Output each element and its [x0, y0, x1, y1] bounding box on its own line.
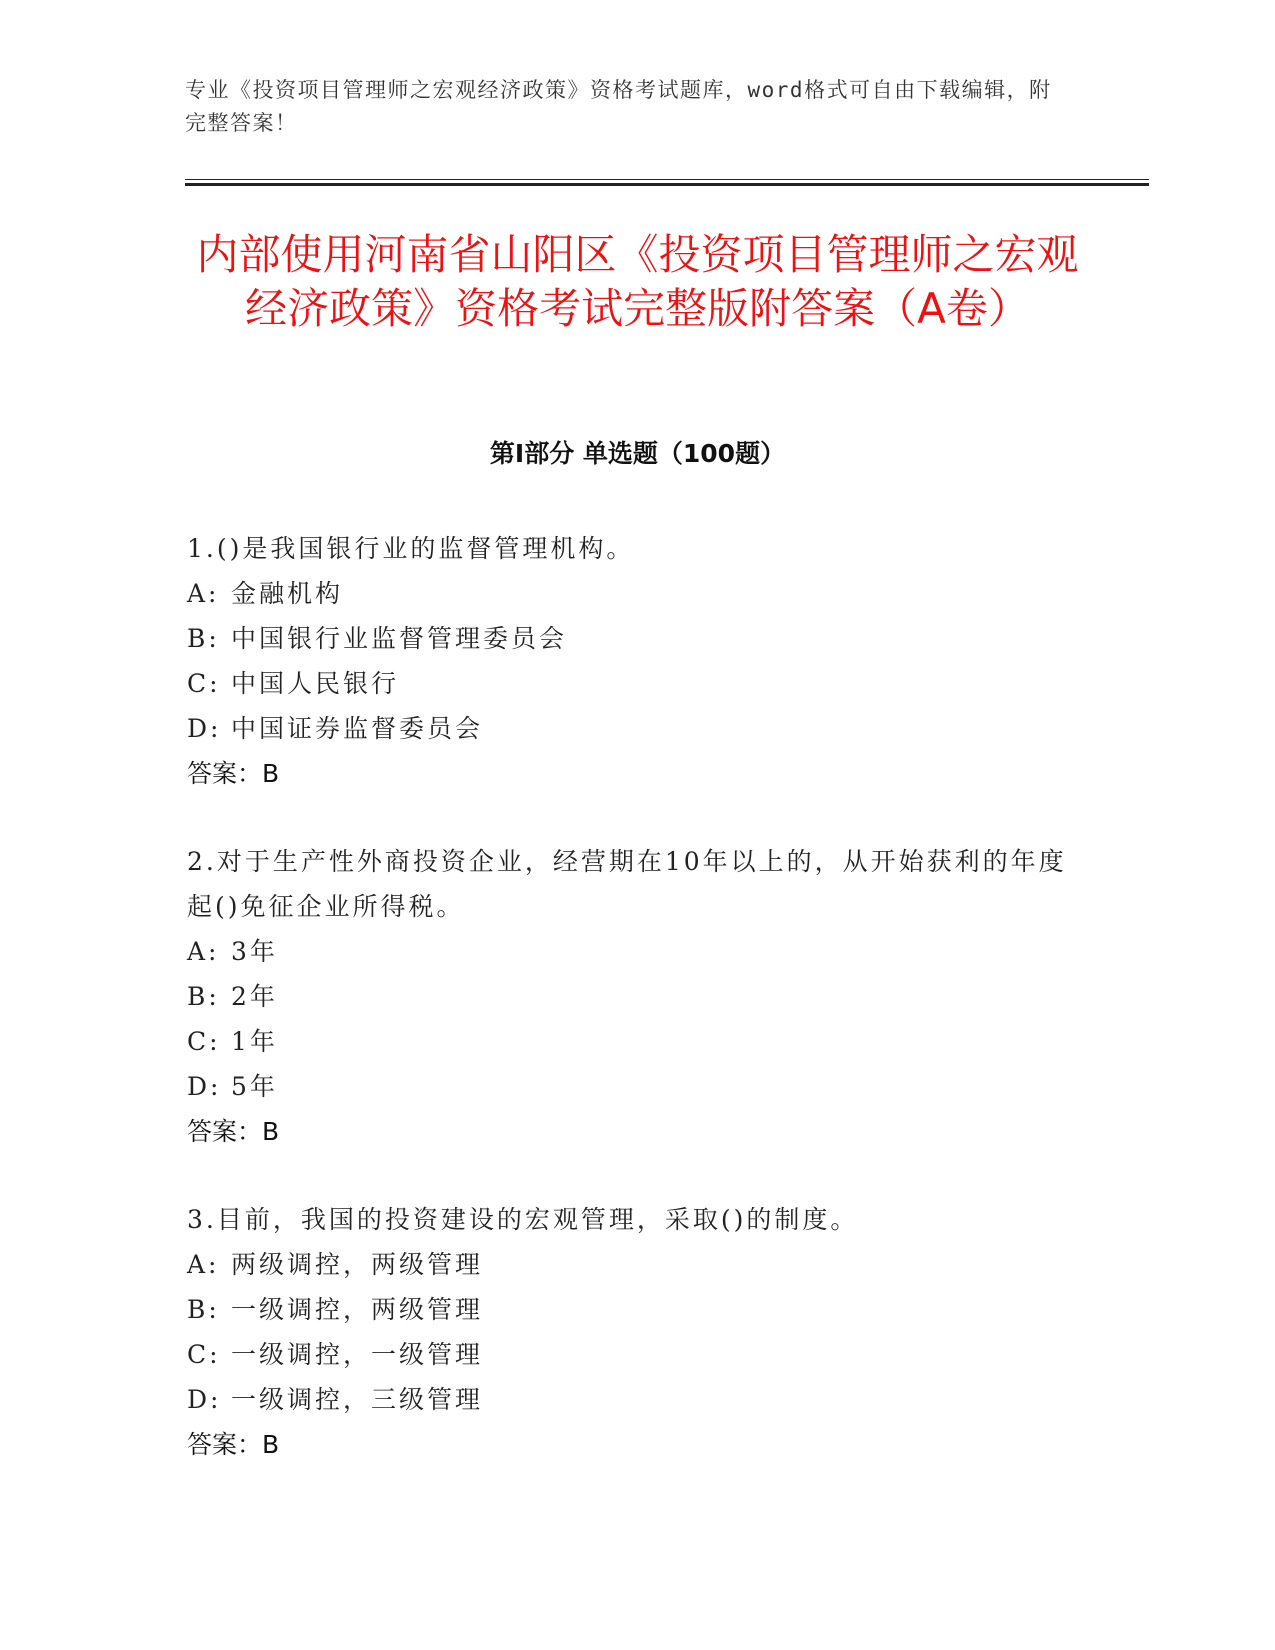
document-title: 内部使用河南省山阳区《投资项目管理师之宏观经济政策》资格考试完整版附答案（A卷） — [196, 230, 1079, 333]
option-a — [187, 571, 1087, 616]
question-stem: 2.对于生产性外商投资企业，经营期在10年以上的，从开始获利的年度起()免征企业所得税。 — [187, 847, 1067, 921]
option-text: 1年 — [231, 1027, 278, 1056]
option-b — [187, 1287, 1087, 1332]
header-divider-thick — [185, 183, 1149, 186]
option-c — [187, 1332, 1087, 1377]
option-text: 5年 — [231, 1072, 278, 1101]
option-a — [187, 1242, 1087, 1287]
question-stem: 1.()是我国银行业的监督管理机构。 — [187, 534, 635, 563]
option-letter: A: — [187, 1250, 220, 1279]
option-letter: D: — [187, 1072, 222, 1101]
option-letter: B: — [187, 982, 220, 1011]
option-c — [187, 661, 1087, 706]
answer-line: 答案：B — [187, 1430, 280, 1459]
question-3 — [187, 1197, 1087, 1467]
option-b — [187, 974, 1087, 1019]
option-text: 一级调控，两级管理 — [231, 1295, 484, 1324]
option-d — [187, 1064, 1087, 1109]
option-text: 中国证券监督委员会 — [231, 714, 484, 743]
question-stem: 3.目前，我国的投资建设的宏观管理，采取()的制度。 — [187, 1205, 859, 1234]
option-letter: B: — [187, 1295, 220, 1324]
option-b — [187, 616, 1087, 661]
section-title: 第Ⅰ部分 单选题（100题） — [489, 439, 786, 468]
header-note: 专业《投资项目管理师之宏观经济政策》资格考试题库，word格式可自由下载编辑，附完整答案！ — [185, 78, 1052, 135]
option-text: 中国银行业监督管理委员会 — [231, 624, 568, 653]
option-a — [187, 929, 1087, 974]
option-letter: D: — [187, 714, 222, 743]
question-1 — [187, 526, 1087, 796]
option-letter: C: — [187, 669, 221, 698]
answer-line: 答案：B — [187, 1117, 280, 1146]
option-text: 2年 — [231, 982, 278, 1011]
option-text: 两级调控，两级管理 — [231, 1250, 484, 1279]
question-2 — [187, 839, 1087, 1154]
option-letter: D: — [187, 1385, 222, 1414]
option-d — [187, 706, 1087, 751]
answer-line: 答案：B — [187, 759, 280, 788]
option-letter: C: — [187, 1340, 221, 1369]
option-text: 中国人民银行 — [231, 669, 400, 698]
option-text: 一级调控，三级管理 — [231, 1385, 484, 1414]
option-text: 金融机构 — [231, 579, 344, 608]
header-divider-thin — [185, 179, 1149, 180]
option-letter: A: — [187, 937, 220, 966]
option-letter: B: — [187, 624, 220, 653]
question-list — [187, 526, 1087, 1510]
option-d — [187, 1377, 1087, 1422]
option-text: 一级调控，一级管理 — [231, 1340, 484, 1369]
option-letter: C: — [187, 1027, 221, 1056]
option-c — [187, 1019, 1087, 1064]
option-text: 3年 — [231, 937, 278, 966]
option-letter: A: — [187, 579, 220, 608]
